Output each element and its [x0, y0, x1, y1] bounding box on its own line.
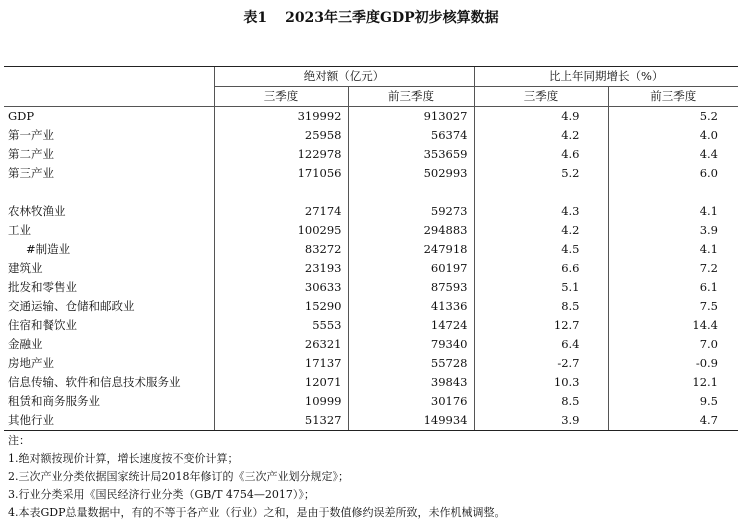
row-ytd-amount: 56374	[348, 126, 474, 145]
table-notes	[8, 432, 738, 522]
table-row	[4, 392, 738, 411]
table-row	[4, 335, 738, 354]
row-ytd-growth: 4.0	[608, 126, 738, 145]
row-q3-amount: 83272	[214, 240, 348, 259]
header-sub-ytd-amount: 前三季度	[348, 87, 474, 107]
row-q3-amount: 26321	[214, 335, 348, 354]
table-row	[4, 164, 738, 183]
header-row-group	[4, 67, 738, 87]
row-ytd-amount: 30176	[348, 392, 474, 411]
row-q3-growth: 3.9	[474, 411, 608, 431]
spacer-cell	[474, 183, 608, 202]
row-q3-growth: 5.2	[474, 164, 608, 183]
row-q3-amount: 5553	[214, 316, 348, 335]
row-q3-amount: 51327	[214, 411, 348, 431]
row-name: 建筑业	[8, 261, 43, 275]
row-ytd-growth: 5.2	[608, 107, 738, 127]
spacer-cell	[608, 183, 738, 202]
table-row	[4, 259, 738, 278]
row-name: 金融业	[8, 337, 43, 351]
spacer-cell	[348, 183, 474, 202]
row-q3-amount: 122978	[214, 145, 348, 164]
row-ytd-growth: 7.2	[608, 259, 738, 278]
row-name: #制造业	[26, 242, 71, 256]
table-row	[4, 278, 738, 297]
row-ytd-amount: 79340	[348, 335, 474, 354]
header-absolute-amount: 绝对额（亿元）	[214, 67, 474, 87]
row-ytd-amount: 39843	[348, 373, 474, 392]
row-q3-amount: 10999	[214, 392, 348, 411]
row-name: 住宿和餐饮业	[8, 318, 77, 332]
table-row	[4, 107, 738, 127]
row-q3-amount: 23193	[214, 259, 348, 278]
row-ytd-growth: 4.7	[608, 411, 738, 431]
spacer-cell	[214, 183, 348, 202]
header-sub-q3-amount: 三季度	[214, 87, 348, 107]
row-name: 批发和零售业	[8, 280, 77, 294]
spacer-row	[4, 183, 738, 202]
row-q3-amount: 25958	[214, 126, 348, 145]
table-row	[4, 126, 738, 145]
row-q3-growth: 5.1	[474, 278, 608, 297]
table-row	[4, 373, 738, 392]
row-q3-growth: 10.3	[474, 373, 608, 392]
header-empty-cell	[4, 67, 214, 87]
row-q3-amount: 12071	[214, 373, 348, 392]
header-sub-q3-growth: 三季度	[474, 87, 608, 107]
note-item: 4.本表GDP总量数据中，有的不等于各产业（行业）之和，是由于数值修约误差所致，未作机械调整。	[8, 506, 506, 519]
row-ytd-amount: 41336	[348, 297, 474, 316]
row-q3-growth: 4.6	[474, 145, 608, 164]
row-q3-growth: 4.5	[474, 240, 608, 259]
row-name: 信息传输、软件和信息技术服务业	[8, 375, 181, 389]
row-ytd-amount: 502993	[348, 164, 474, 183]
table-row	[4, 202, 738, 221]
row-q3-growth: 8.5	[474, 392, 608, 411]
header-row-sub	[4, 87, 738, 107]
row-name: 第二产业	[8, 147, 54, 161]
note-item: 3.行业分类采用《国民经济行业分类（GB/T 4754—2017）》；	[8, 488, 315, 501]
row-q3-amount: 319992	[214, 107, 348, 127]
table-label: 表1	[243, 10, 268, 26]
row-ytd-growth: 9.5	[608, 392, 738, 411]
row-name: 工业	[8, 223, 31, 237]
row-ytd-amount: 353659	[348, 145, 474, 164]
row-ytd-growth: 7.5	[608, 297, 738, 316]
row-q3-amount: 15290	[214, 297, 348, 316]
row-q3-growth: 4.3	[474, 202, 608, 221]
row-ytd-growth: 6.1	[608, 278, 738, 297]
row-q3-growth: 6.6	[474, 259, 608, 278]
row-q3-growth: 4.9	[474, 107, 608, 127]
row-name: 农林牧渔业	[8, 204, 66, 218]
table-row	[4, 221, 738, 240]
row-name: GDP	[8, 109, 35, 123]
row-ytd-growth: 4.1	[608, 202, 738, 221]
row-ytd-amount: 247918	[348, 240, 474, 259]
row-ytd-amount: 59273	[348, 202, 474, 221]
table-row	[4, 354, 738, 373]
note-item: 2.三次产业分类依据国家统计局2018年修订的《三次产业划分规定》；	[8, 470, 349, 483]
table-row	[4, 316, 738, 335]
row-ytd-growth: 14.4	[608, 316, 738, 335]
row-ytd-growth: 6.0	[608, 164, 738, 183]
row-name: 第一产业	[8, 128, 54, 142]
table-title-text: 2023年三季度GDP初步核算数据	[285, 10, 499, 26]
header-sub-ytd-growth: 前三季度	[608, 87, 738, 107]
row-ytd-growth: 4.4	[608, 145, 738, 164]
row-q3-growth: 12.7	[474, 316, 608, 335]
row-ytd-amount: 14724	[348, 316, 474, 335]
row-name: 其他行业	[4, 411, 214, 431]
row-name: 交通运输、仓储和邮政业	[8, 299, 135, 313]
row-q3-growth: -2.7	[474, 354, 608, 373]
row-name: 第三产业	[8, 166, 54, 180]
header-growth-rate: 比上年同期增长（%）	[474, 67, 738, 87]
row-ytd-growth: 12.1	[608, 373, 738, 392]
row-ytd-amount: 149934	[348, 411, 474, 431]
gdp-table	[4, 66, 738, 431]
row-ytd-growth: -0.9	[608, 354, 738, 373]
row-ytd-growth: 3.9	[608, 221, 738, 240]
row-q3-growth: 4.2	[474, 221, 608, 240]
table-row	[4, 145, 738, 164]
row-ytd-amount: 87593	[348, 278, 474, 297]
row-ytd-growth: 4.1	[608, 240, 738, 259]
row-ytd-growth: 7.0	[608, 335, 738, 354]
table-row	[4, 411, 738, 431]
header-empty-cell	[4, 87, 214, 107]
row-q3-growth: 4.2	[474, 126, 608, 145]
row-q3-amount: 171056	[214, 164, 348, 183]
row-ytd-amount: 913027	[348, 107, 474, 127]
row-ytd-amount: 294883	[348, 221, 474, 240]
spacer-cell	[4, 183, 214, 202]
note-heading: 注：	[8, 434, 30, 447]
row-name: 租赁和商务服务业	[8, 394, 100, 408]
row-q3-amount: 17137	[214, 354, 348, 373]
row-q3-growth: 6.4	[474, 335, 608, 354]
row-q3-amount: 30633	[214, 278, 348, 297]
table-title	[0, 7, 742, 27]
row-ytd-amount: 60197	[348, 259, 474, 278]
note-item: 1.绝对额按现价计算，增长速度按不变价计算；	[8, 452, 239, 465]
table-body	[4, 107, 738, 431]
table-row	[4, 297, 738, 316]
table-row	[4, 240, 738, 259]
row-name: 房地产业	[8, 356, 54, 370]
row-q3-growth: 8.5	[474, 297, 608, 316]
row-q3-amount: 100295	[214, 221, 348, 240]
row-ytd-amount: 55728	[348, 354, 474, 373]
row-q3-amount: 27174	[214, 202, 348, 221]
